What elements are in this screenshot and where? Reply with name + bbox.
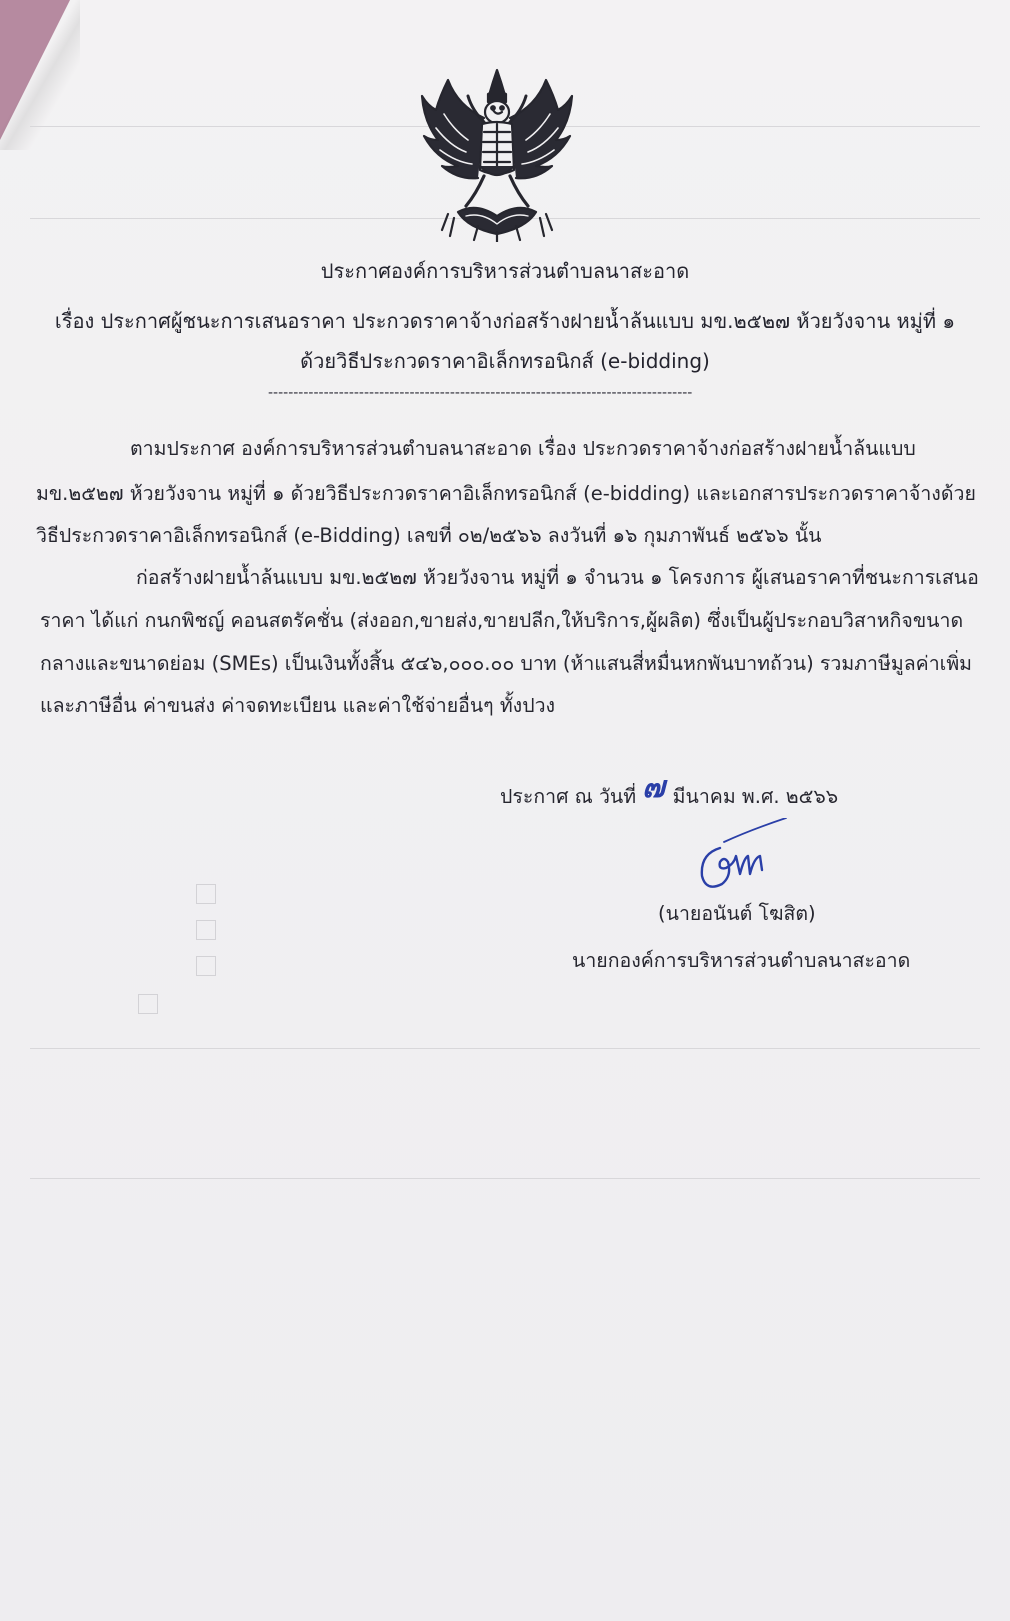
body-line-3: วิธีประกวดราคาอิเล็กทรอนิกส์ (e-Bidding) เลขที่ ๐๒/๒๕๖๖ ลงวันที่ ๑๖ กุมภาพันธ์ ๒๕๖๖ นั้น [36, 524, 822, 547]
bleed-through-box [196, 884, 216, 904]
bleed-through-box [196, 920, 216, 940]
bleed-through-line [30, 1178, 980, 1179]
body-line-7: และภาษีอื่น ค่าขนส่ง ค่าจดทะเบียน และค่าใช้จ่ายอื่นๆ ทั้งปวง [40, 694, 556, 717]
corner-shadow [0, 0, 80, 150]
divider-line: ------------------------------------------------------------------------------------ [268, 385, 693, 401]
body-line-6: กลางและขนาดย่อม (SMEs) เป็นเงินทั้งสิ้น ๕๔๖,๐๐๐.๐๐ บาท (ห้าแสนสี่หมื่นหกพันบาทถ้วน) รวมภาษีมูลค่าเพิ่ม [40, 652, 973, 675]
subject-line-2: ด้วยวิธีประกวดราคาอิเล็กทรอนิกส์ (e-bidding) [300, 349, 710, 373]
date-prefix: ประกาศ ณ วันที่ [500, 785, 637, 808]
signature-icon [690, 818, 790, 898]
bleed-through-box [196, 956, 216, 976]
body-line-5: ราคา ได้แก่ กนกพิชญ์ คอนสตรัคชั่น (ส่งออก,ขายส่ง,ขายปลีก,ให้บริการ,ผู้ผลิต) ซึ่งเป็นผู้ประกอบวิสาหกิจขนาด [40, 609, 964, 632]
body-line-2: มข.๒๕๒๗ ห้วยวังจาน หมู่ที่ ๑ ด้วยวิธีประกวดราคาอิเล็กทรอนิกส์ (e-bidding) และเอกสารประกวดราคาจ้างด้วย [36, 482, 976, 505]
date-day-handwritten: ๗ [642, 770, 665, 805]
body-line-1: ตามประกาศ องค์การบริหารส่วนตำบลนาสะอาด เรื่อง ประกวดราคาจ้างก่อสร้างฝายน้ำล้นแบบ [130, 437, 916, 460]
garuda-emblem-icon [418, 66, 576, 242]
signer-name: (นายอนันต์ โฆสิต) [658, 902, 816, 925]
subject-line-1: เรื่อง ประกาศผู้ชนะการเสนอราคา ประกวดราคาจ้างก่อสร้างฝายน้ำล้นแบบ มข.๒๕๒๗ ห้วยวังจาน หมู่ที่ ๑ [54, 309, 956, 333]
document-heading: ประกาศองค์การบริหารส่วนตำบลนาสะอาด [320, 259, 690, 283]
bleed-through-box [138, 994, 158, 1014]
bleed-through-line [30, 1048, 980, 1049]
body-line-4: ก่อสร้างฝายน้ำล้นแบบ มข.๒๕๒๗ ห้วยวังจาน หมู่ที่ ๑ จำนวน ๑ โครงการ ผู้เสนอราคาที่ชนะการเสนอ [136, 566, 979, 589]
announcement-date [500, 770, 838, 817]
signer-position: นายกองค์การบริหารส่วนตำบลนาสะอาด [572, 949, 911, 972]
date-suffix: มีนาคม พ.ศ. ๒๕๖๖ [672, 785, 839, 808]
